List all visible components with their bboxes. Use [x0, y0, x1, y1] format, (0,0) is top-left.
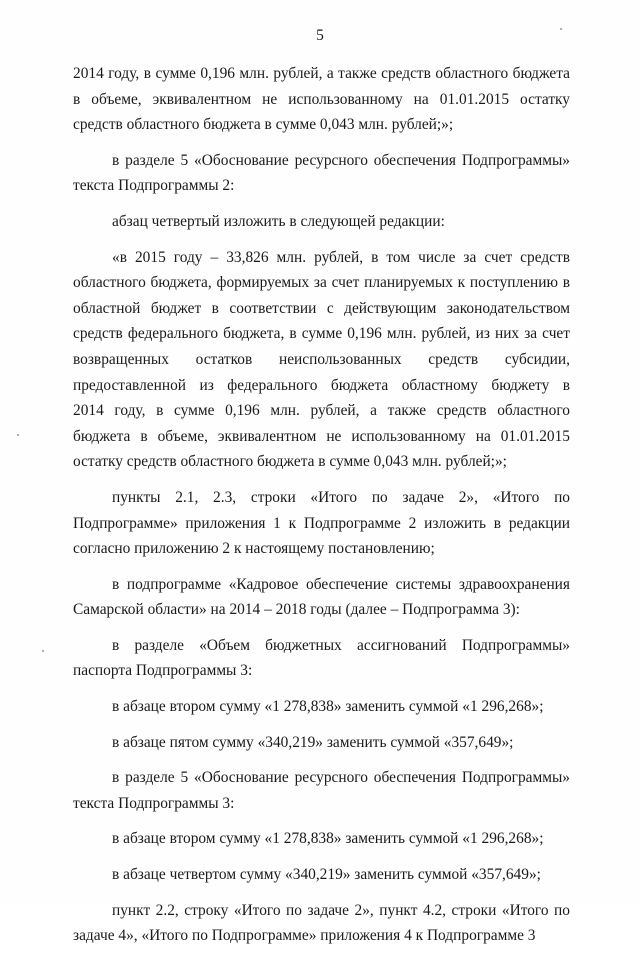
text-line: Самарской области» на 2014 – 2018 годы (далее – Подпрограмма 3):: [73, 601, 520, 619]
text-line: в разделе 5 «Обоснование ресурсного обеспечения Подпрограммы»: [112, 769, 570, 787]
text-line: в подпрограмме «Кадровое обеспечение системы здравоохранения: [112, 575, 570, 593]
scan-speck: [17, 434, 19, 436]
text-line: «в 2015 году – 33,826 млн. рублей, в том числе за счет средств: [112, 248, 570, 266]
text-line: в абзаце втором сумму «1 278,838» заменить суммой «1 296,268»;: [112, 830, 544, 848]
body-text: [73, 61, 570, 959]
paragraph: [73, 730, 570, 756]
paragraph: [73, 572, 570, 623]
text-line: в абзаце четвертом сумму «340,219» заменить суммой «357,649»;: [112, 866, 541, 884]
paragraph: [73, 485, 570, 562]
text-line: текста Подпрограммы 2:: [73, 177, 235, 195]
text-line: предоставленной из федерального бюджета областному бюджету в: [73, 376, 570, 394]
text-line: областной бюджет в соответствии с действующим законодательством: [73, 299, 570, 317]
text-line: пункты 2.1, 2.3, строки «Итого по задаче 2», «Итого по: [112, 488, 570, 506]
text-line: возвращенных остатков неиспользованных средств субсидии,: [73, 350, 570, 368]
text-line: пункт 2.2, строку «Итого по задаче 2», пункт 4.2, строки «Итого по: [112, 901, 570, 919]
paragraph: [73, 862, 570, 888]
paragraph: [73, 245, 570, 475]
text-line: 2014 году, в сумме 0,196 млн. рублей, а также средств областного бюджета: [73, 65, 570, 82]
paragraph: [73, 826, 570, 852]
text-line: в разделе 5 «Обоснование ресурсного обеспечения Подпрограммы»: [112, 151, 570, 169]
text-line: 2014 году, в сумме 0,196 млн. рублей, а также средств областного: [73, 402, 570, 420]
text-line: средств областного бюджета в сумме 0,043 млн. рублей;»;: [73, 116, 454, 134]
text-line: Подпрограмме» приложения 1 к Подпрограмме 2 изложить в редакции: [73, 514, 570, 532]
text-line: областного бюджета, формируемых за счет планируемых к поступлению в: [73, 274, 570, 292]
page-number: 5: [316, 27, 324, 44]
scan-speck: [560, 28, 562, 30]
text-line: текста Подпрограммы 3:: [73, 794, 235, 812]
text-line: остатку средств областного бюджета в сумме 0,043 млн. рублей;»;: [73, 453, 507, 471]
text-line: в абзаце пятом сумму «340,219» заменить суммой «357,649»;: [112, 733, 514, 751]
text-line: в объеме, эквивалентном не использованному на 01.01.2015 остатку: [73, 90, 570, 108]
paragraph: [73, 765, 570, 816]
paragraph: [73, 61, 570, 138]
paragraph: [73, 148, 570, 199]
text-line: в разделе «Объем бюджетных ассигнований Подпрограммы»: [112, 636, 570, 654]
text-line: согласно приложению 2 к настоящему постановлению;: [73, 540, 435, 558]
text-line: средств федерального бюджета, в сумме 0,196 млн. рублей, из них за счет: [73, 325, 570, 343]
scan-speck: [42, 650, 44, 652]
text-line: в абзаце втором сумму «1 278,838» заменить суммой «1 296,268»;: [112, 698, 544, 716]
paragraph: [73, 694, 570, 720]
text-line: абзац четвертый изложить в следующей редакции:: [112, 212, 445, 230]
text-line: паспорта Подпрограммы 3:: [73, 662, 253, 680]
text-line: бюджета в объеме, эквивалентном не использованному на 01.01.2015: [73, 427, 570, 445]
text-line: задаче 4», «Итого по Подпрограмме» приложения 4 к Подпрограмме 3: [73, 927, 536, 945]
paragraph: [73, 209, 570, 235]
paragraph: [73, 633, 570, 684]
paragraph: [73, 898, 570, 949]
